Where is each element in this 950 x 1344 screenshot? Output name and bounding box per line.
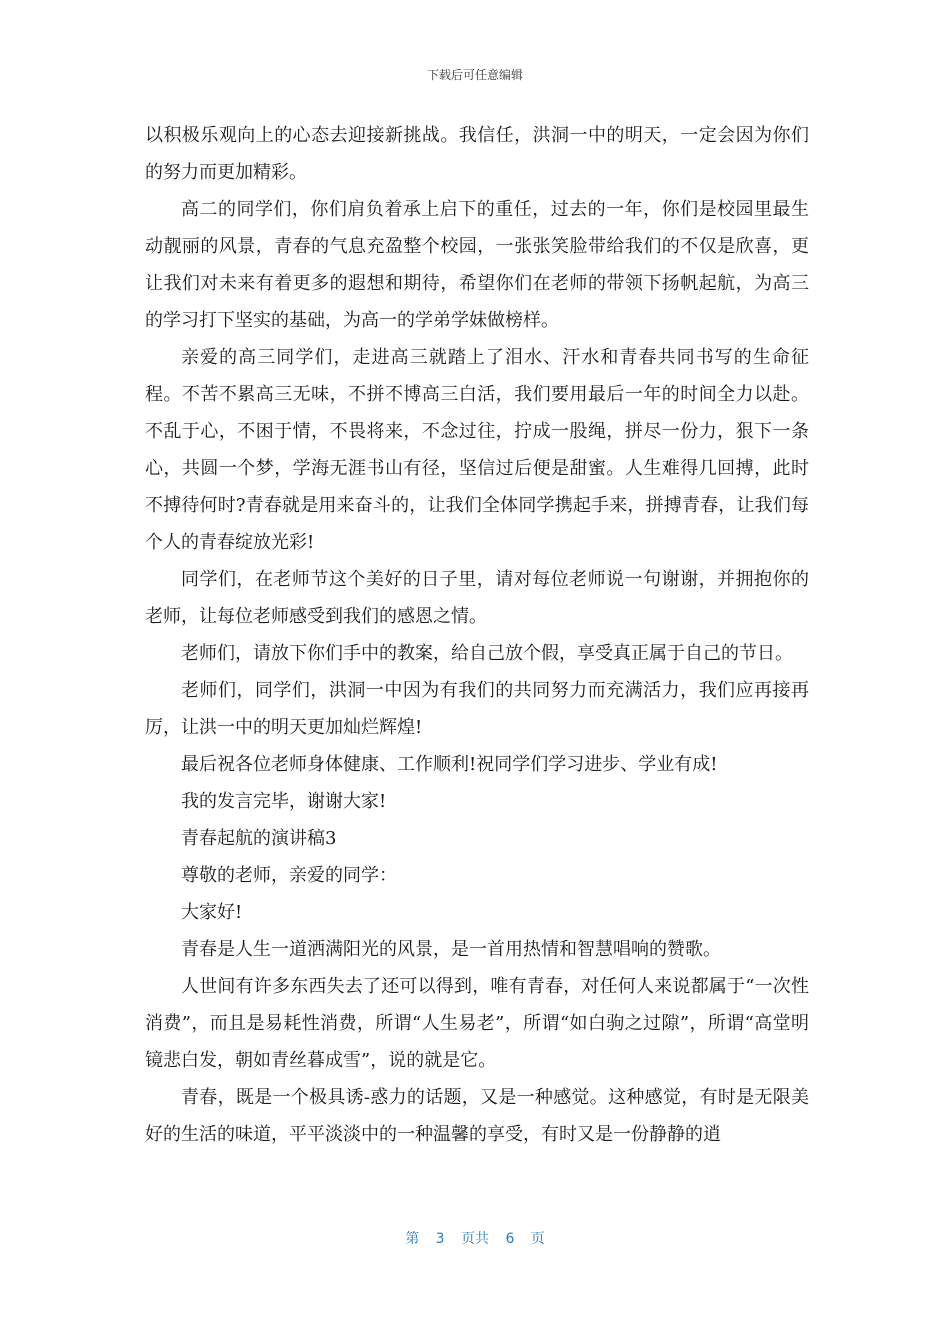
page-header: 下载后可任意编辑 [426,68,523,82]
paragraph: 以积极乐观向上的心态去迎接新挑战。我信任，洪洞一中的明天，一定会因为你们的努力而更加精彩。 [145,125,809,183]
paragraph: 亲爱的高三同学们，走进高三就踏上了泪水、汗水和青春共同书写的生命征程。不苦不累高三无味，不拼不博高三白活，我们要用最后一年的时间全力以赴。不乱于心，不困于情，不畏将来，不念过往，拧成一股绳，拼尽一份力，狠下一条心，共圆一个梦，学海无涯书山有径，坚信过后便是甜蜜。人生难得几回搏，此时不搏待何时?青春就是用来奋斗的，让我们全体同学携起手来，拼搏青春，让我们每个人的青春绽放光彩! [145,347,809,553]
paragraph: 老师们，同学们，洪洞一中因为有我们的共同努力而充满活力，我们应再接再厉，让洪一中的明天更加灿烂辉煌! [145,680,809,738]
paragraph: 我的发言完毕，谢谢大家! [181,791,387,812]
paragraph: 最后祝各位老师身体健康、工作顺利!祝同学们学习进步、学业有成! [181,754,718,775]
paragraph: 青春，既是一个极具诱-惑力的话题，又是一种感觉。这种感觉，有时是无限美好的生活的味道，平平淡淡中的一种温馨的享受，有时又是一份静静的逍 [145,1087,809,1145]
salutation: 尊敬的老师，亲爱的同学： [181,865,397,886]
paragraph: 人世间有许多东西失去了还可以得到，唯有青春，对任何人来说都属于“一次性消费”，而且是易耗性消费，所谓“人生易老”，所谓“如白驹之过隙”，所谓“高堂明镜悲白发，朝如青丝暮成雪”，说的就是它。 [145,976,809,1071]
page-number: 第 3 页共 6 页 [405,1231,545,1247]
paragraph: 青春是人生一道洒满阳光的风景，是一首用热情和智慧唱响的赞歌。 [181,939,721,960]
paragraph: 老师们，请放下你们手中的教案，给自己放个假，享受真正属于自己的节日。 [181,643,793,664]
paragraph: 同学们，在老师节这个美好的日子里，请对每位老师说一句谢谢，并拥抱你的老师，让每位老师感受到我们的感恩之情。 [145,569,809,627]
section-title: 青春起航的演讲稿3 [181,828,337,849]
greeting: 大家好! [181,902,243,923]
document-body [145,117,809,1153]
paragraph: 高二的同学们，你们肩负着承上启下的重任，过去的一年，你们是校园里最生动靓丽的风景，青春的气息充盈整个校园，一张张笑脸带给我们的不仅是欣喜，更让我们对未来有着更多的遐想和期待，希望你们在老师的带领下扬帆起航，为高三的学习打下坚实的基础，为高一的学弟学妹做榜样。 [145,199,809,331]
